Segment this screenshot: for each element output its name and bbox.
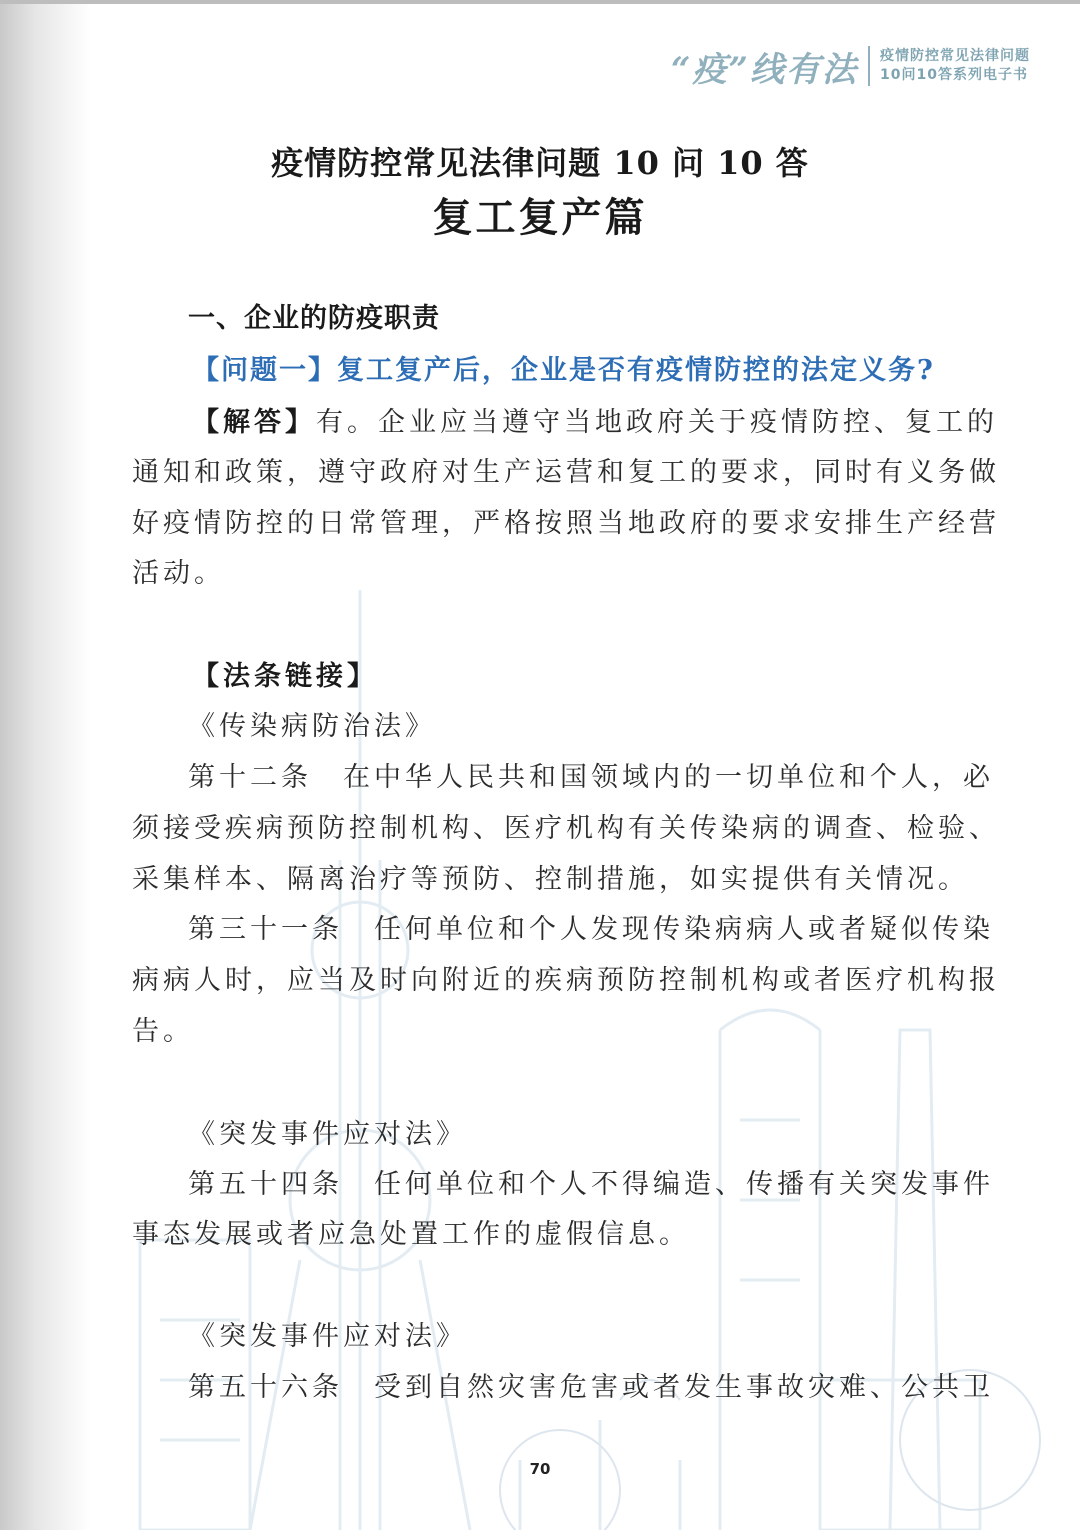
article-12-line-2: 须接受疾病预防控制机构、医疗机构有关传染病的调查、检验、: [132, 813, 1000, 844]
document-subtitle: 复工复产篇: [432, 194, 648, 241]
question-one: 【问题一】复工复产后，企业是否有疫情防控的法定义务?: [192, 355, 935, 386]
brand-divider: [868, 46, 870, 86]
answer-line-2: 通知和政策，遵守政府对生产运营和复工的要求，同时有义务做: [132, 457, 1000, 488]
brand-series-line1: 疫情防控常见法律问题: [880, 48, 1030, 64]
answer-label: 【解答】: [192, 407, 316, 438]
article-12-line-3: 采集样本、隔离治疗等预防、控制措施，如实提供有关情况。: [132, 864, 969, 895]
article-31-line-1: 第三十一条 任何单位和个人发现传染病病人或者疑似传染: [188, 914, 994, 945]
law-name-3: 《突发事件应对法》: [188, 1321, 467, 1352]
section-heading: 一、企业的防疫职责: [188, 303, 440, 334]
answer-line-1: [192, 400, 998, 439]
page-top-edge: [0, 0, 1080, 4]
article-31-line-3: 告。: [132, 1016, 194, 1047]
law-links-heading: 【法条链接】: [192, 661, 378, 692]
brand-logo: “疫”线有法: [670, 49, 858, 90]
article-54-line-2: 事态发展或者应急处置工作的虚假信息。: [132, 1219, 690, 1250]
page-number: 70: [529, 1460, 551, 1478]
answer-line-4: 活动。: [132, 558, 225, 589]
answer-line-3: 好疫情防控的日常管理，严格按照当地政府的要求安排生产经营: [132, 508, 1000, 539]
article-12-line-1: 第十二条 在中华人民共和国领域内的一切单位和个人，必: [188, 762, 994, 793]
article-56-line-1: 第五十六条 受到自然灾害危害或者发生事故灾难、公共卫: [188, 1372, 994, 1403]
article-54-line-1: 第五十四条 任何单位和个人不得编造、传播有关突发事件: [188, 1169, 994, 1200]
brand-series-line2: 10问10答系列电子书: [880, 67, 1028, 83]
document-title: 疫情防控常见法律问题 10 问 10 答: [271, 144, 809, 182]
law-name-2: 《突发事件应对法》: [188, 1119, 467, 1150]
answer-text-1: 有。企业应当遵守当地政府关于疫情防控、复工的: [316, 407, 998, 438]
law-name-1: 《传染病防治法》: [188, 711, 436, 742]
header-brand: [671, 42, 1030, 90]
article-31-line-2: 病病人时，应当及时向附近的疾病预防控制机构或者医疗机构报: [132, 965, 1000, 996]
brand-series: [880, 47, 1030, 85]
